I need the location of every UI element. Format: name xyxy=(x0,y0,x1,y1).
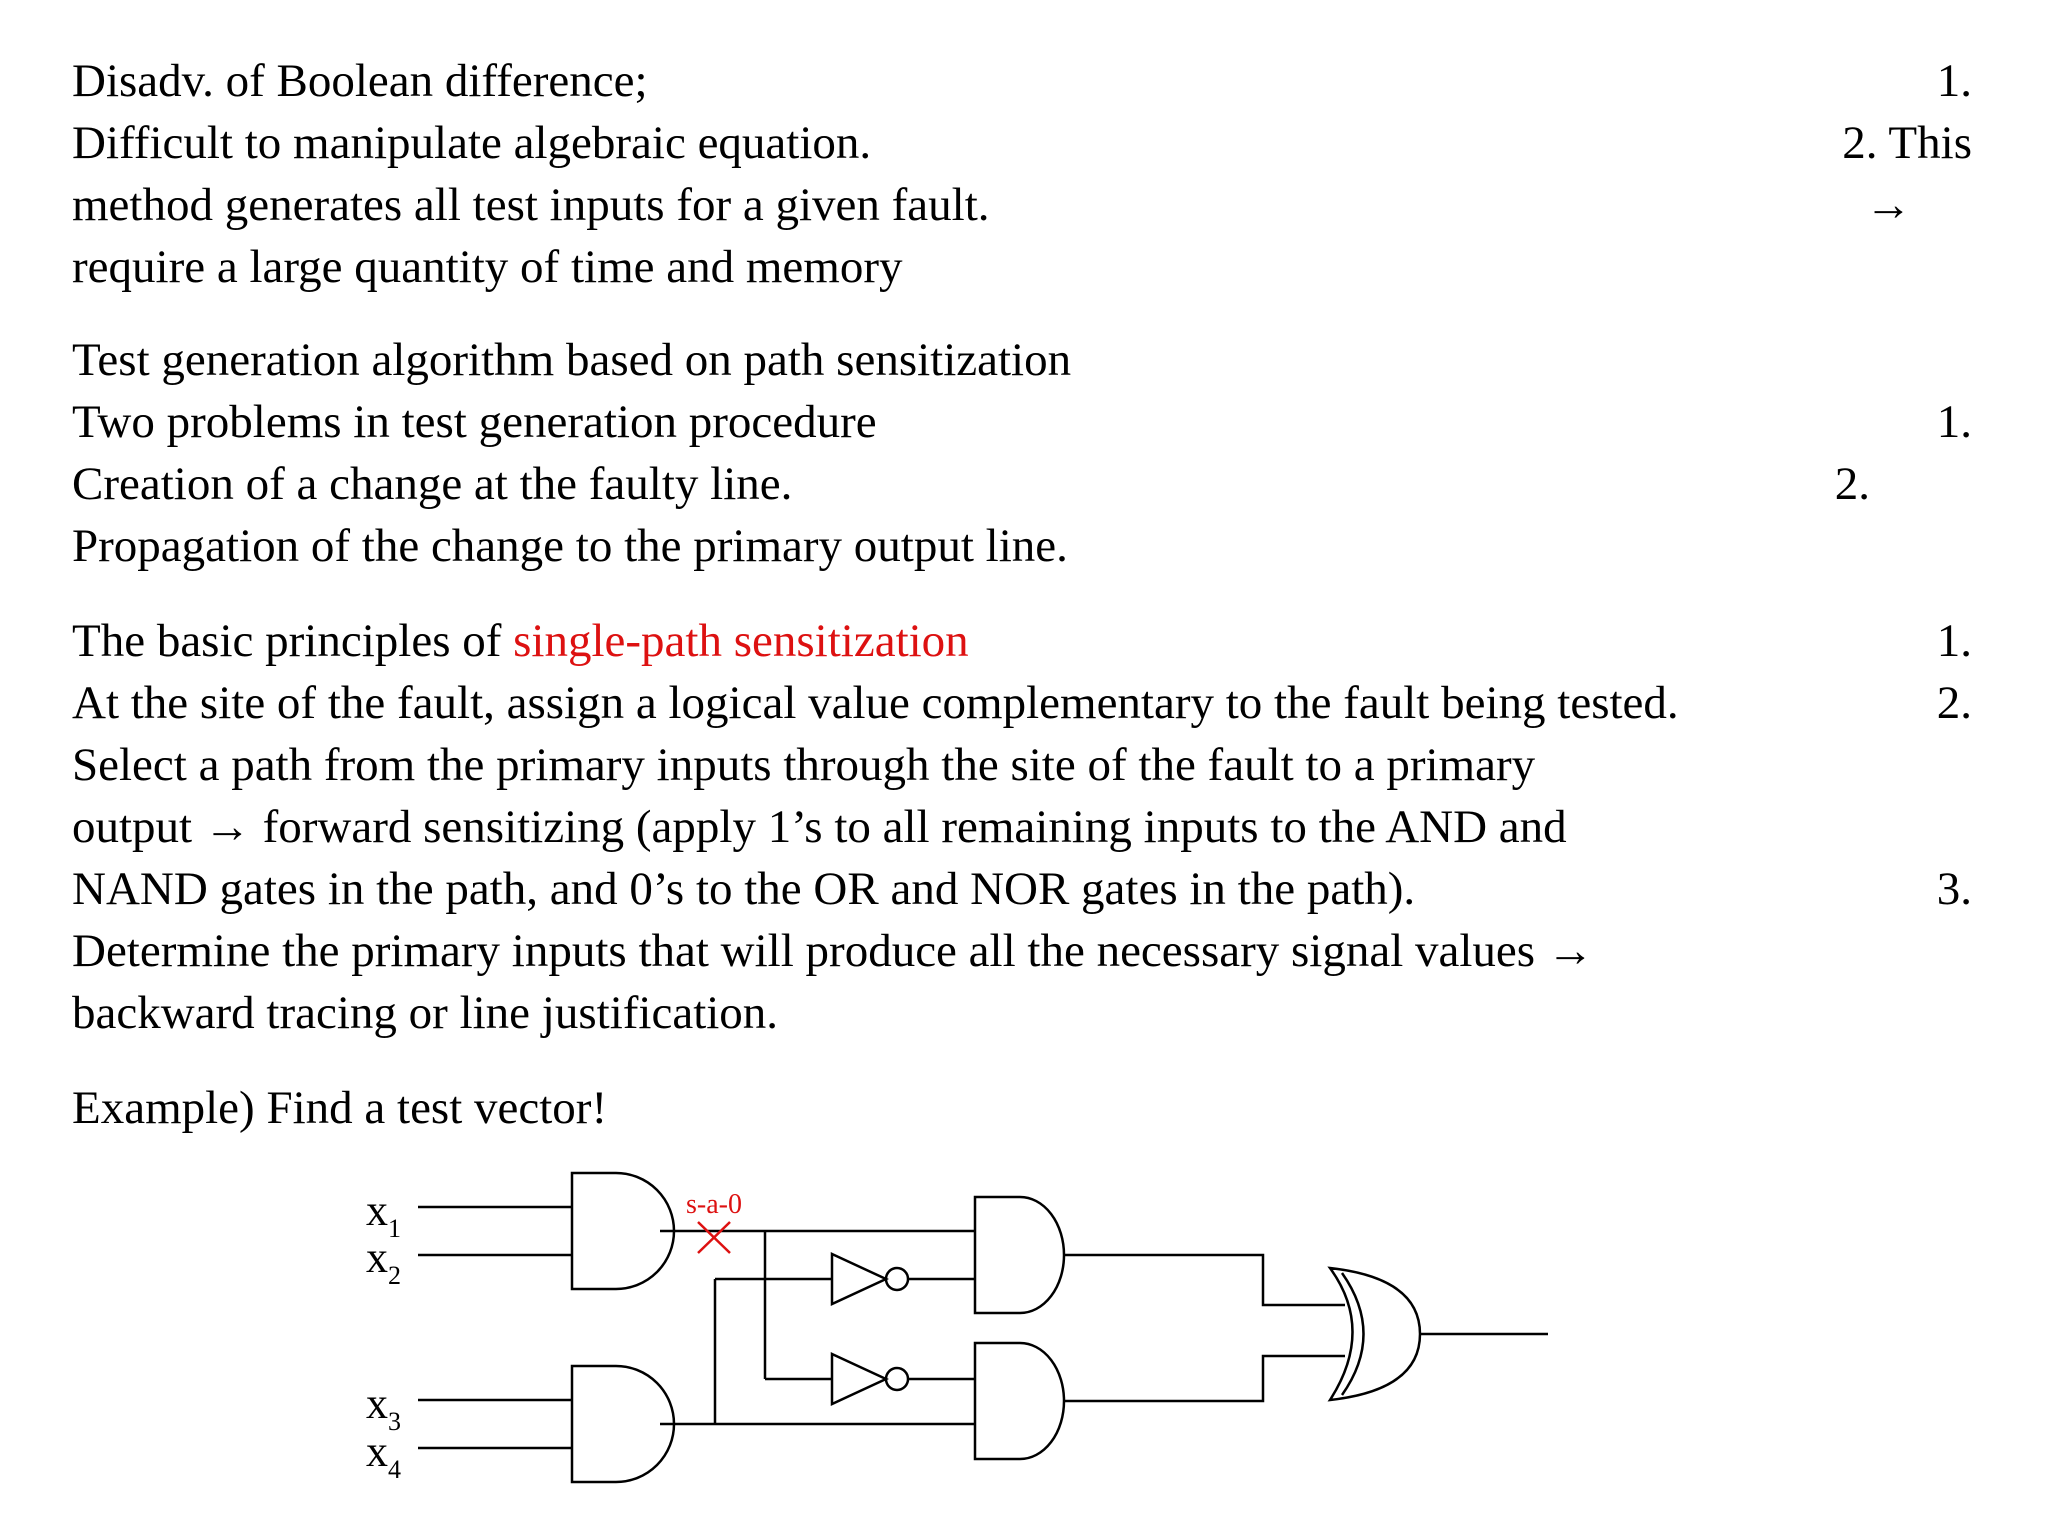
text-line: Two problems in test generation procedure xyxy=(72,396,877,448)
or-gate xyxy=(1330,1268,1420,1400)
text-line: Determine the primary inputs that will produce all the necessary signal values → xyxy=(72,925,1594,977)
input-label-x3: $x_3$ xyxy=(366,1379,401,1436)
list-marker: 1. xyxy=(1936,615,1972,667)
text-line: method generates all test inputs for a given fault. xyxy=(72,179,990,231)
and-gate-2 xyxy=(572,1366,674,1482)
inverter-2 xyxy=(832,1354,886,1404)
inverter-1 xyxy=(832,1254,886,1304)
line-prefix: The basic principles of xyxy=(72,615,514,667)
example-title: Example) Find a test vector! xyxy=(72,1082,608,1134)
list-marker: 2. This xyxy=(1842,117,1972,169)
text-line: output → forward sensitizing (apply 1’s to all remaining inputs to the AND and xyxy=(72,801,1567,853)
inverter-2-bubble xyxy=(886,1368,908,1390)
list-marker: 2. xyxy=(1834,458,1870,510)
text-line: Propagation of the change to the primary output line. xyxy=(72,520,1068,572)
wire-and3-out xyxy=(1064,1255,1345,1305)
list-marker: 1. xyxy=(1936,55,1972,107)
and-gate-1 xyxy=(572,1173,674,1289)
inverter-1-bubble xyxy=(886,1268,908,1290)
input-label-x2: $x_2$ xyxy=(366,1233,401,1290)
input-label-x4: $x_4$ xyxy=(366,1427,401,1484)
text-line: backward tracing or line justification. xyxy=(72,987,779,1039)
list-marker: 1. xyxy=(1936,396,1972,448)
wire-and4-out xyxy=(1064,1356,1345,1401)
highlight-term: single-path sensitization xyxy=(513,615,969,667)
text-line: Creation of a change at the faulty line. xyxy=(72,458,793,510)
list-marker: 3. xyxy=(1936,863,1972,915)
fault-label: s-a-0 xyxy=(686,1189,742,1220)
text-line: Test generation algorithm based on path sensitization xyxy=(72,334,1072,386)
list-marker: 2. xyxy=(1936,677,1972,729)
text-line: Difficult to manipulate algebraic equation. xyxy=(72,117,872,169)
text-line: At the site of the fault, assign a logical value complementary to the fault being tested. xyxy=(72,677,1679,729)
input-label-x1: $x_1$ xyxy=(366,1186,401,1243)
and-gate-3 xyxy=(975,1197,1064,1313)
arrow-marker: → xyxy=(1865,179,1912,231)
text-line: Select a path from the primary inputs through the site of the fault to a primary xyxy=(72,739,1536,791)
text-line: NAND gates in the path, and 0’s to the OR and NOR gates in the path). xyxy=(72,863,1416,915)
text-line: Disadv. of Boolean difference; xyxy=(72,55,648,107)
and-gate-4 xyxy=(975,1343,1064,1459)
text-line: require a large quantity of time and memory xyxy=(72,241,903,293)
